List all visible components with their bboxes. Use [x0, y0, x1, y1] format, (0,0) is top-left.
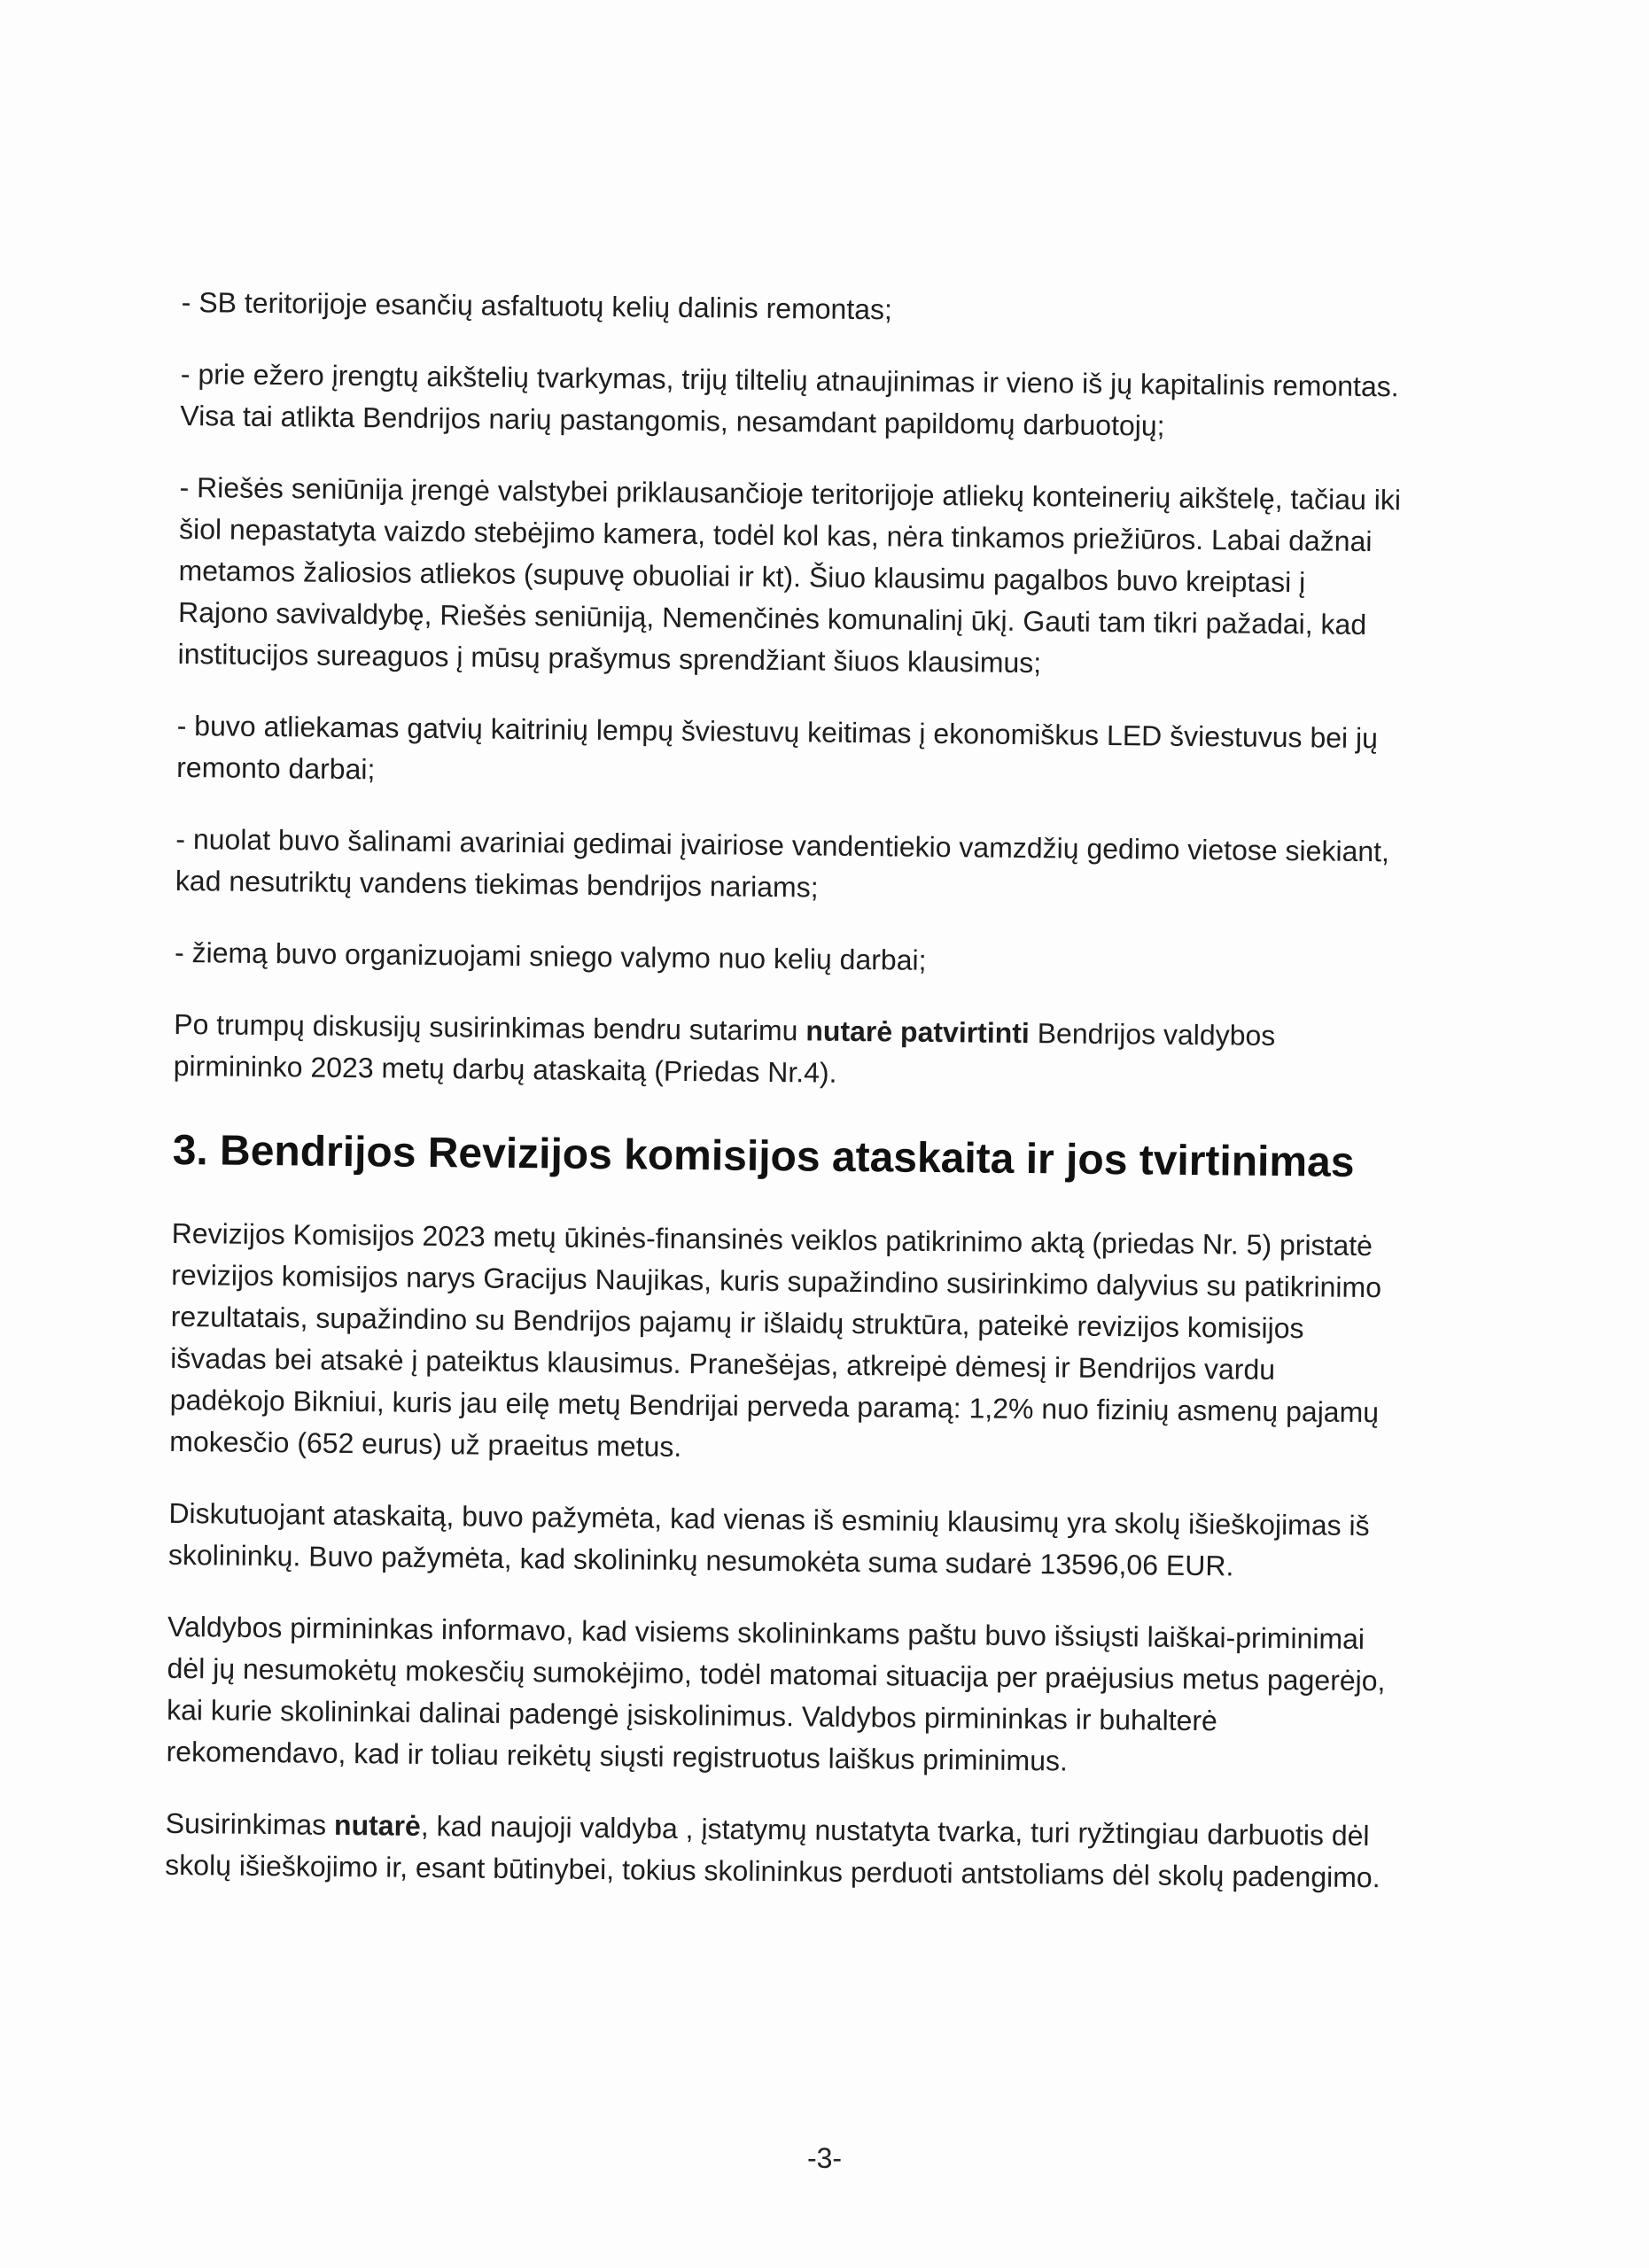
- bullet-water-pipes: - nuolat buvo šalinami avariniai gedimai įvairiose vandentiekio vamzdžių gedimo vietose siekiant, kad nesutriktų vandens tiekimas bendrijos nariams;: [175, 822, 1390, 904]
- chairman-info-paragraph: Valdybos pirmininkas informavo, kad visiems skolininkams paštu buvo išsiųsti laiškai-priminimai dėl jų nesumokėtų mokesčių sumokėjimo, todėl matomai situacija per praėjusius metus pagerėjo, kai kurie skolininkai dalinai padengė įsiskolinimus. Valdybos pirmininkas ir buhalterė rekomendavo, kad ir toliau reikėtų siųsti registruotus laiškus priminimus.: [166, 1610, 1386, 1777]
- decision-debt-collection: [165, 1803, 1388, 1899]
- page-content: [165, 282, 1404, 1929]
- audit-report-paragraph: Revizijos Komisijos 2023 metų ūkinės-finansinės veiklos patikrinimo aktą (priedas Nr. 5) pristatė revizijos komisijos narys Gracijus Naujikas, kuris supažindino susirinkimo dalyvius su patikrinimo rezultatais, supažindino su Bendrijos pajamų ir išlaidų struktūra, pateikė revizijos komisijos išvadas bei atsakė į pateiktus klausimus. Pranešėjas, atkreipė dėmesį ir Bendrijos vardu padėkojo Bikniui, kuris jau eilę metų Bendrijai perveda paramą: 1,2% nuo fizinių asmenų pajamų mokesčio (652 eurus) už praeitus metus.: [169, 1216, 1382, 1463]
- debt-discussion-paragraph: Diskutuojant ataskaitą, buvo pažymėta, kad vienas iš esminių klausimų yra skolų išieškojimas iš skolininkų. Buvo pažymėta, kad skolininkų nesumokėta suma sudarė 13596,06 EUR.: [167, 1496, 1370, 1582]
- decision-text-after: , kad naujoji valdyba , įstatymų nustatyta tvarka, turi ryžtingiau darbuotis dėl skolų išieškojimo ir, esant būtinybei, tokius skolininkus perduoti antstoliams dėl skolų padengimo.: [165, 1809, 1381, 1894]
- decision-text-before: Po trumpų diskusijų susirinkimas bendru sutarimu: [174, 1007, 806, 1047]
- bullet-road-repair: - SB teritorijoje esančių asfaltuotų kelių dalinis remontas;: [181, 285, 893, 326]
- decision-text-after: Bendrijos valdybos pirmininko 2023 metų darbų ataskaitą (Priedas Nr.4).: [173, 1017, 1276, 1089]
- section-heading: 3. Bendrijos Revizijos komisijos ataskaita ir jos tvirtinimas: [172, 1126, 1355, 1186]
- decision-text-before: Susirinkimas: [165, 1806, 335, 1841]
- bullet-waste-containers: - Riešės seniūnija įrengė valstybei priklausančioje teritorijoje atliekų konteinerių aikštelę, tačiau iki šiol nepastatyta vaizdo stebėjimo kamera, todėl kol kas, nėra tinkamos priežiūros. Labai dažnai metamos žaliosios atliekos (supuvę obuoliai ir kt). Šiuo klausimu pagalbos buvo kreiptasi į Rajono savivaldybę, Riešės seniūniją, Nemenčinės komunalinį ūkį. Gauti tam tikri pažadai, kad institucijos sureaguos į mūsų prašymus sprendžiant šiuos klausimus;: [177, 470, 1402, 680]
- decision-approve-report: [173, 1004, 1396, 1099]
- decision-bold-text: nutarė patvirtinti: [805, 1014, 1031, 1050]
- page-number: -3-: [806, 2142, 843, 2174]
- decision-bold-text: nutarė: [333, 1808, 422, 1842]
- bullet-street-lights: - buvo atliekamas gatvių kaitrinių lempų šviestuvų keitimas į ekonomiškus LED šviestuvus bei jų remonto darbai;: [176, 709, 1379, 786]
- bullet-snow-removal: - žiemą buvo organizuojami sniego valymo nuo kelių darbai;: [174, 936, 927, 976]
- bullet-lake-sites: - prie ežero įrengtų aikštelių tvarkymas, trijų tiltelių atnaujinimas ir vieno iš jų kapitalinis remontas. Visa tai atlikta Bendrijos narių pastangomis, nesamdant papildomų darbuotojų;: [180, 357, 1399, 442]
